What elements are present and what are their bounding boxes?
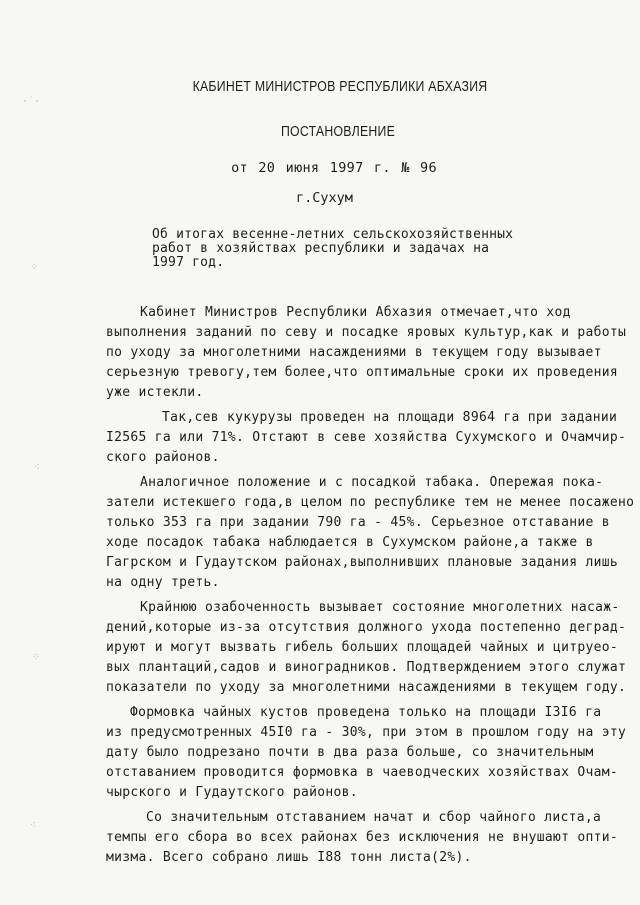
subject-block [152, 228, 512, 270]
scan-speck: ⁖ [30, 820, 36, 831]
scan-speck: ⁖ [34, 462, 40, 473]
body-line: серьезную тревогу,тем более,что оптимальные сроки их проведения [106, 365, 618, 380]
body-paragraph [106, 598, 627, 698]
body-line: Аналогичное положение и с посадкой табака. Опережая пока- [140, 475, 604, 490]
body-text [106, 303, 635, 868]
date-number-line: от 20 июня 1997 г. № 96 [231, 160, 437, 176]
body-line: по уходу за многолетними насаждениями в текущем году вызывает [106, 345, 602, 360]
body-line: затели истекшего года,в целом по республике тем не менее посажено [106, 495, 635, 510]
body-line: дений,которые из-за отсутствия должного ухода постепенно деград- [106, 620, 627, 635]
body-line: Кабинет Министров Республики Абхазия отмечает,что ход [140, 305, 571, 320]
scan-speck: ⁘ [32, 652, 41, 663]
body-line: Со значительным отставанием начат и сбор чайного листа,а [146, 810, 602, 825]
subject-line: 1997 год. [152, 255, 225, 270]
body-line: дату было подрезано почти в два раза больше, со значительным [106, 745, 594, 760]
body-paragraph [106, 303, 627, 403]
document-type-heading: ПОСТАНОВЛЕНИЕ [280, 123, 396, 140]
body-line: на одну треть. [106, 575, 220, 590]
scan-speck: ⁘ [30, 262, 39, 273]
body-line: ского районов. [106, 450, 220, 465]
body-paragraph [106, 808, 618, 868]
body-line: отставанием проводится формовка в чаеводческих хозяйствах Очам- [106, 765, 618, 780]
body-line: Так,сев кукурузы проведен на площади 8964 га при задании [162, 410, 618, 425]
body-paragraph [106, 473, 635, 593]
body-line: Гагрском и Гудаутском районах,выполнивших плановые задания лишь [106, 555, 618, 570]
body-line: Крайнюю озабоченность вызывает состояние многолетних насаж- [140, 600, 620, 615]
body-line: ируют и могут вызвать гибель больших площадей чайных и цитруео- [106, 640, 618, 655]
subject-line: Об итогах весенне-летних сельскохозяйственных [152, 227, 514, 242]
body-line: I2565 га или 71%. Отстают в севе хозяйства Сухумского и Очамчир- [106, 430, 627, 445]
body-line: Формовка чайных кустов проведена только на площади I3I6 га [130, 705, 602, 720]
body-paragraph [106, 408, 627, 468]
body-line: ходе посадок табака наблюдается в Сухумском районе,а также в [106, 535, 594, 550]
cabinet-header: КАБИНЕТ МИНИСТРОВ РЕСПУБЛИКИ АБХАЗИЯ [192, 78, 488, 95]
body-line: показатели по уходу за многолетними насаждениями в текущем году. [106, 680, 627, 695]
body-line: из предусмотренных 45I0 га - 30%, при этом в прошлом году на эту [106, 725, 627, 740]
body-line: чырского и Гудаутского районов. [106, 785, 358, 800]
scan-speck: ·˙· [22, 96, 41, 107]
body-line: мизма. Всего собрано лишь I88 тонн листа(2%). [106, 850, 472, 865]
body-line: темпы его сбора во всех районах без исключения не внушают опти- [106, 830, 618, 845]
body-line: выполнения заданий по севу и посадке яровых культур,как и работы [106, 325, 627, 340]
body-line: уже истекли. [106, 385, 204, 400]
subject-line: работ в хозяйствах республики и задачах на [152, 241, 490, 256]
body-line: только 353 га при задании 790 га - 45%. Серьезное отставание в [106, 515, 610, 530]
body-line: вых плантаций,садов и виноградников. Подтверждением этого служат [106, 660, 627, 675]
body-paragraph [106, 703, 627, 803]
city-line: г.Сухум [296, 190, 353, 206]
